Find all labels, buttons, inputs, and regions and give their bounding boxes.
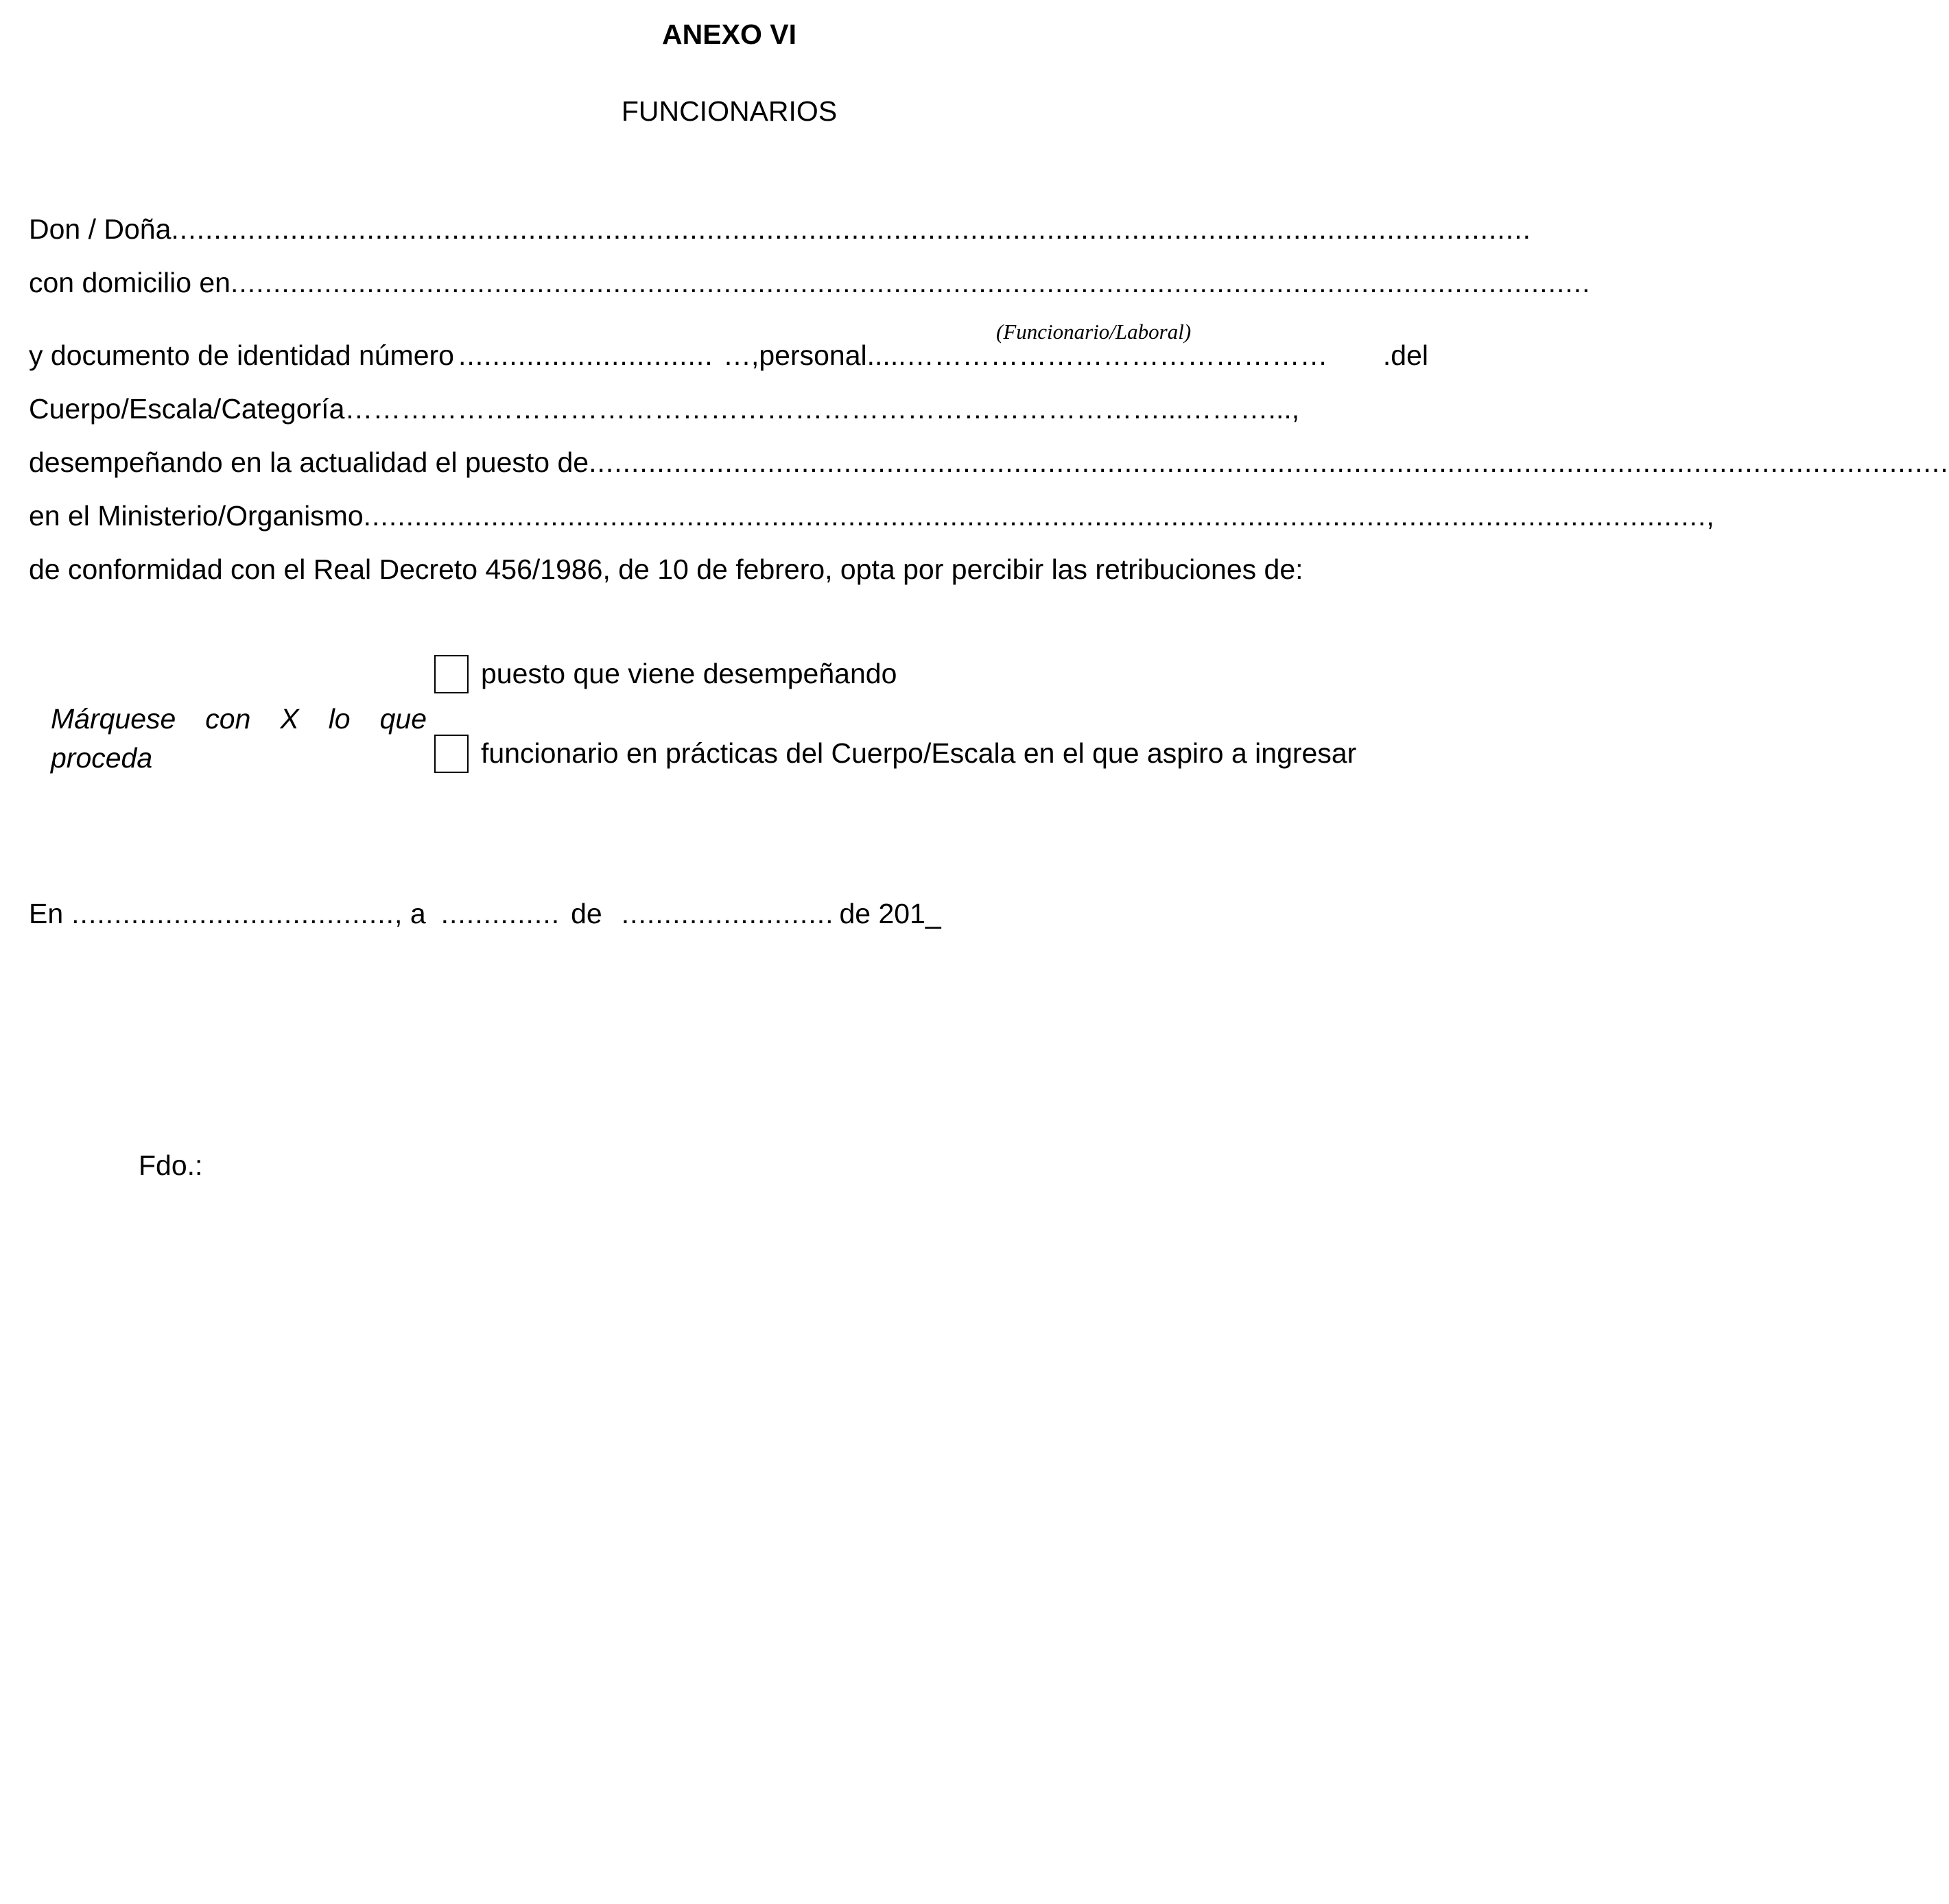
option-puesto-checkbox[interactable] [434, 655, 469, 693]
form-line-id [29, 342, 1428, 370]
conformidad-text: de conformidad con el Real Decreto 456/1986, de 10 de febrero, opta por percibir las retribuciones de: [29, 554, 1303, 585]
name-label: Don / Doña [29, 213, 172, 245]
place-date-line [29, 900, 1017, 928]
mark-instruction-line2: proceda [51, 742, 153, 774]
option-practicas-label: funcionario en prácticas del Cuerpo/Escala en el que aspiro a ingresar [481, 737, 1357, 769]
personal-label: …,personal. [722, 340, 875, 371]
address-field[interactable]: ................................................................................................................................................................ [231, 267, 1591, 298]
id-label: y documento de identidad número [29, 340, 454, 371]
form-line-address [29, 267, 1591, 298]
cuerpo-label: Cuerpo/Escala/Categoría [29, 393, 345, 425]
puesto-label: desempeñando en la actualidad el puesto de [29, 447, 589, 478]
place-field[interactable]: ...................................... [71, 898, 395, 929]
name-field[interactable]: ................................................................................................................................................................ [171, 213, 1531, 245]
form-line-ministerio [29, 500, 1715, 532]
place-prefix: En [29, 898, 64, 929]
form-line-puesto [29, 447, 1949, 478]
personal-type-field[interactable]: ....……………………………………… [875, 340, 1328, 371]
id-number-field[interactable]: .............................. [458, 340, 713, 371]
puesto-field[interactable]: ................................................................................................................................................................ [589, 447, 1949, 478]
option-practicas-checkbox[interactable] [434, 735, 469, 773]
signature-label: Fdo.: [139, 1150, 203, 1181]
del-label: .del [1382, 340, 1428, 371]
personal-type-annotation: (Funcionario/Laboral) [996, 320, 1192, 344]
cuerpo-field[interactable]: ……………………………………………………………………………...………..., [344, 393, 1300, 425]
year-field[interactable]: de 201_ [839, 898, 941, 929]
mark-instruction [51, 700, 427, 778]
mark-instruction-line1: Márquese con X lo que [51, 703, 427, 735]
page-title: ANEXO VI [662, 19, 796, 50]
day-field[interactable]: .............. [440, 898, 560, 929]
place-sep-a: , a [394, 898, 426, 929]
form-line-conformidad [29, 556, 1442, 584]
option-puesto-label: puesto que viene desempeñando [481, 658, 897, 689]
ministerio-label: en el Ministerio/Organismo [29, 500, 364, 532]
form-line-cuerpo [29, 395, 1428, 423]
ministerio-field[interactable]: .............................................................................................................................................................., [363, 500, 1715, 532]
month-field[interactable]: ......................... [621, 898, 834, 929]
page-subtitle: FUNCIONARIOS [621, 95, 838, 127]
date-sep-de: de [571, 898, 602, 929]
form-line-name [29, 213, 1531, 245]
address-label: con domicilio en [29, 267, 231, 298]
